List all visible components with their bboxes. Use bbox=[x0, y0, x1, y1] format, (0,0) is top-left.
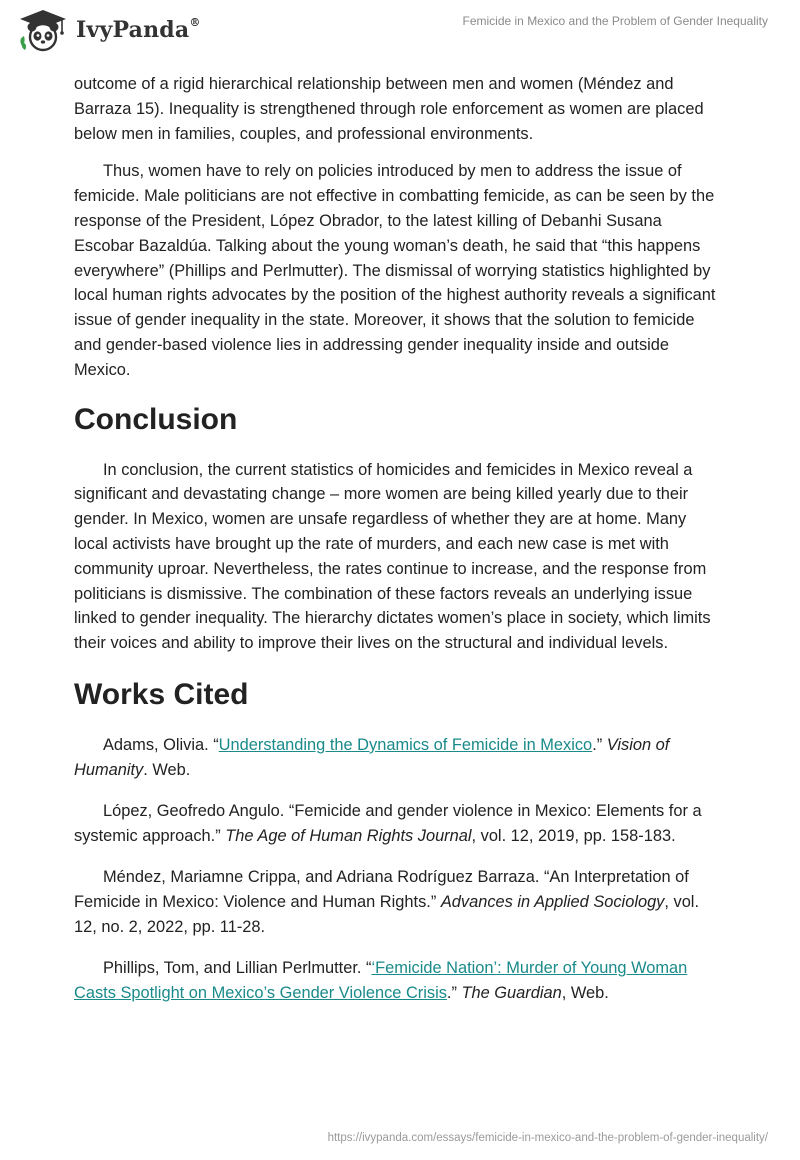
citation-adams: Adams, Olivia. “Understanding the Dynamics of Femicide in Mexico.” Vision of Humanity. Web. bbox=[74, 735, 670, 779]
citation-phillips: Phillips, Tom, and Lillian Perlmutter. “‘Femicide Nation’: Murder of Young Woman Casts Spotlight on Mexico’s Gender Violence Crisis.” The Guardian, Web. bbox=[74, 959, 688, 1003]
conclusion-heading: Conclusion bbox=[74, 402, 238, 436]
citation-lopez: López, Geofredo Angulo. “Femicide and gender violence in Mexico: Elements for a systemic approach.” The Age of Human Rights Journal, vol. 12, 2019, pp. 158-183. bbox=[74, 802, 702, 845]
body-paragraph-2: Thus, women have to rely on policies introduced by men to address the issue of femicide. Male politicians are not effective in combatting femicide, as can be seen by the response of the President, López Obrador, to the latest killing of Debanhi Susana Escobar Bazaldúa. Talking about the young woman’s death, he said that “this happens everywhere” (Phillips and Perlmutter). The dismissal of worrying statistics highlighted by local human rights advocates by the position of the highest authority reveals a significant issue of gender inequality in the state. Moreover, it shows that the solution to femicide and gender-based violence lies in addressing gender inequality inside and outside Mexico. bbox=[74, 162, 716, 379]
panda-graduate-icon bbox=[16, 8, 70, 52]
footer-source-url: https://ivypanda.com/essays/femicide-in-mexico-and-the-problem-of-gender-inequality/ bbox=[327, 1132, 768, 1144]
logo-wordmark: IvyPanda® bbox=[76, 15, 201, 43]
works-cited-heading: Works Cited bbox=[74, 677, 249, 711]
document-title: Femicide in Mexico and the Problem of Gender Inequality bbox=[462, 14, 768, 28]
page-header bbox=[0, 0, 800, 70]
conclusion-paragraph: In conclusion, the current statistics of homicides and femicides in Mexico reveal a significant and devastating change – more women are being killed yearly due to their gender. In Mexico, women are unsafe regardless of whether they are at home. Many local activists have brought up the rate of murders, and each new case is met with community uproar. Nevertheless, the rates continue to increase, and the response from politicians is dismissive. The combination of these factors reveals an underlying issue linked to gender inequality. The hierarchy dictates women’s place in society, which limits their voices and ability to improve their lives on the structural and individual levels. bbox=[74, 460, 711, 653]
ivypanda-logo[interactable] bbox=[16, 8, 201, 52]
citation-link-adams[interactable]: Understanding the Dynamics of Femicide in Mexico bbox=[218, 735, 593, 754]
body-paragraph-1: outcome of a rigid hierarchical relationship between men and women (Méndez and Barraza 15). Inequality is strengthened through role enforcement as women are placed below men in families, couples, and professional environments. bbox=[74, 75, 704, 143]
citation-link-phillips[interactable]: ‘Femicide Nation’: Murder of Young Woman Casts Spotlight on Mexico’s Gender Violence Crisis bbox=[74, 959, 688, 1003]
citation-mendez: Méndez, Mariamne Crippa, and Adriana Rodríguez Barraza. “An Interpretation of Femicide in Mexico: Violence and Human Rights.” Advances in Applied Sociology, vol. 12, no. 2, 2022, pp. 11-28. bbox=[74, 868, 700, 936]
essay-content bbox=[74, 72, 724, 1022]
